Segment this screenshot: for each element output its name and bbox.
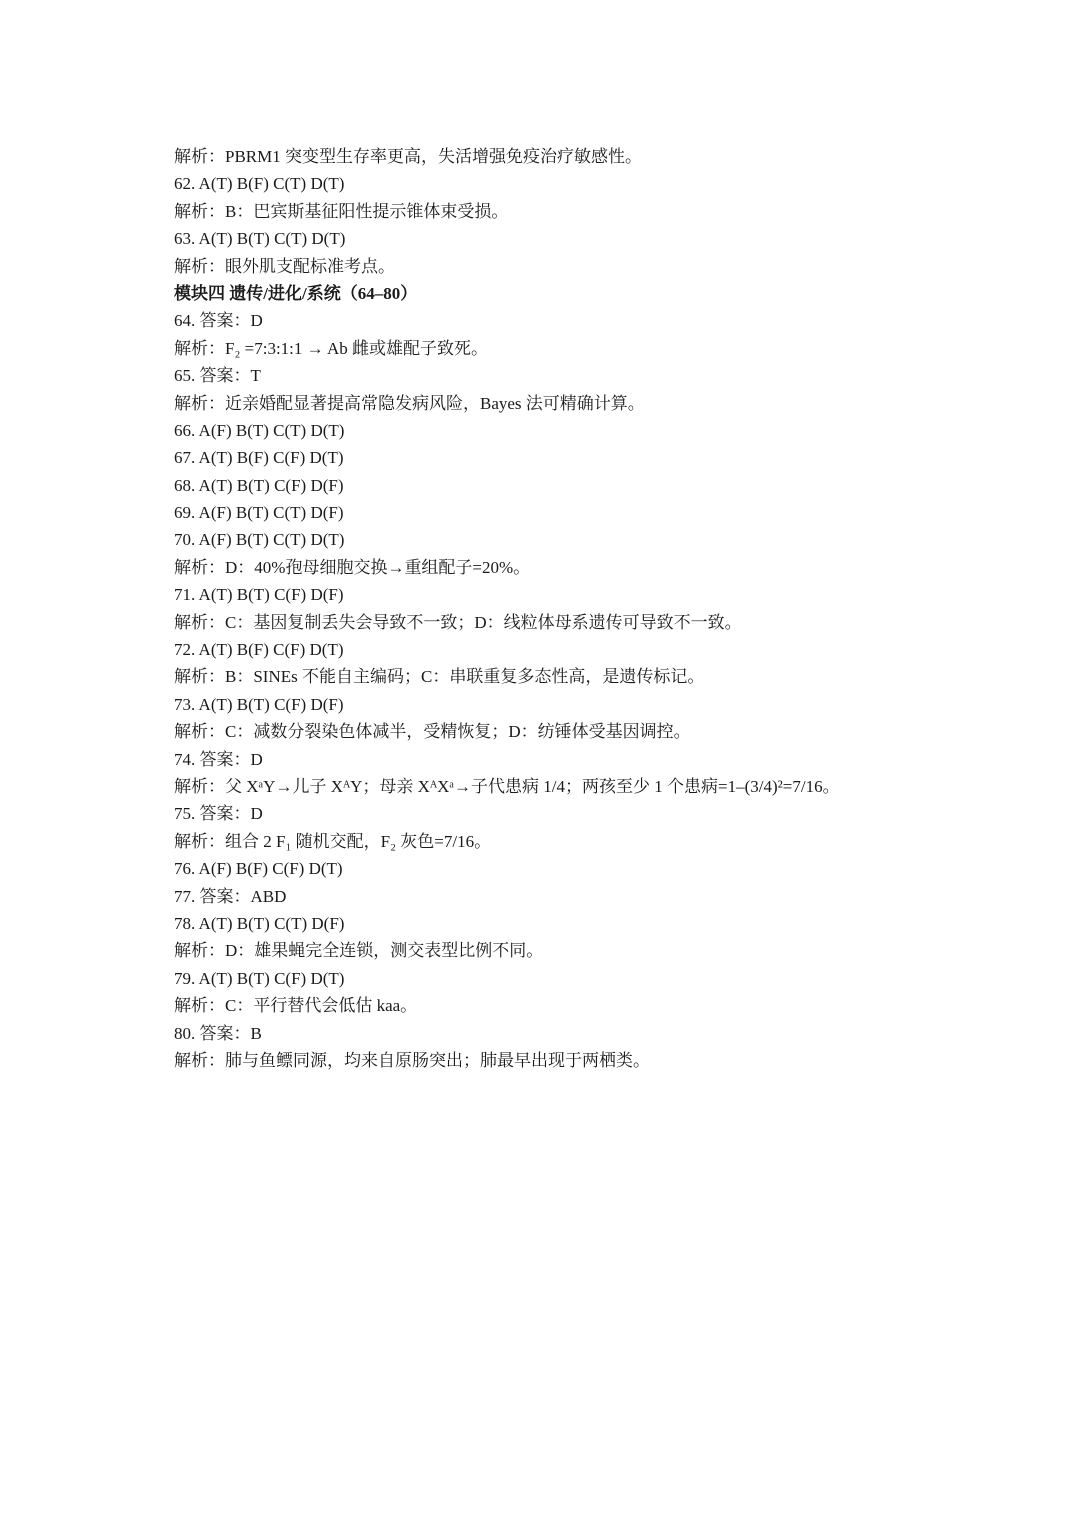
section-heading: 模块四 遗传/进化/系统（64–80）: [174, 283, 418, 303]
text-line: 72. A(T) B(F) C(F) D(T): [174, 640, 344, 660]
text-line: 解析：父 XᵃY→儿子 XᴬY；母亲 XᴬXᵃ→子代患病 1/4；两孩至少 1 个患病=1–(3/4)²=7/16。: [174, 776, 840, 796]
text-line: 77. 答案：ABD: [174, 886, 287, 906]
text-line: 解析：B：SINEs 不能自主编码；C：串联重复多态性高，是遗传标记。: [174, 667, 705, 687]
text-line: 解析：D：雄果蝇完全连锁，测交表型比例不同。: [174, 941, 544, 961]
text-line: 78. A(T) B(T) C(T) D(F): [174, 913, 345, 933]
text-line: 70. A(F) B(T) C(T) D(T): [174, 530, 345, 550]
text-line: 63. A(T) B(T) C(T) D(T): [174, 229, 346, 249]
text-line: 解析：D：40%孢母细胞交换→重组配子=20%。: [174, 557, 531, 577]
text-line: 解析：近亲婚配显著提高常隐发病风险，Bayes 法可精确计算。: [174, 393, 645, 413]
text-line: 74. 答案：D: [174, 749, 263, 769]
text-line: 67. A(T) B(F) C(F) D(T): [174, 448, 344, 468]
text-line: 65. 答案：T: [174, 366, 261, 386]
text-line: 解析：C：基因复制丢失会导致不一致；D：线粒体母系遗传可导致不一致。: [174, 612, 742, 632]
text-line: 解析：C：减数分裂染色体减半，受精恢复；D：纺锤体受基因调控。: [174, 722, 691, 742]
text-line: 解析：组合 2 F₁ 随机交配，F₂ 灰色=7/16。: [174, 831, 492, 851]
text-line: 68. A(T) B(T) C(F) D(F): [174, 475, 344, 495]
answer-key-body: [174, 143, 934, 1074]
text-line: 80. 答案：B: [174, 1023, 262, 1043]
text-line: 解析：B：巴宾斯基征阳性提示锥体束受损。: [174, 201, 509, 221]
text-line: 解析：C：平行替代会低估 kaa。: [174, 996, 418, 1016]
text-line: 79. A(T) B(T) C(F) D(T): [174, 968, 345, 988]
text-line: 解析：眼外肌支配标准考点。: [174, 256, 395, 276]
text-line: 76. A(F) B(F) C(F) D(T): [174, 859, 343, 879]
text-line: 解析：PBRM1 突变型生存率更高，失活增强免疫治疗敏感性。: [174, 147, 642, 166]
text-line: 解析：肺与鱼鳔同源，均来自原肠突出；肺最早出现于两栖类。: [174, 1050, 650, 1070]
text-line: 62. A(T) B(F) C(T) D(T): [174, 174, 345, 194]
text-line: 解析：F₂ =7:3:1:1 → Ab 雌或雄配子致死。: [174, 338, 488, 358]
text-line: 66. A(F) B(T) C(T) D(T): [174, 420, 345, 440]
text-line: 75. 答案：D: [174, 804, 263, 824]
text-line: 71. A(T) B(T) C(F) D(F): [174, 585, 344, 605]
text-line: 73. A(T) B(T) C(F) D(F): [174, 694, 344, 714]
text-line: 69. A(F) B(T) C(T) D(F): [174, 503, 344, 523]
text-line: 64. 答案：D: [174, 311, 263, 331]
